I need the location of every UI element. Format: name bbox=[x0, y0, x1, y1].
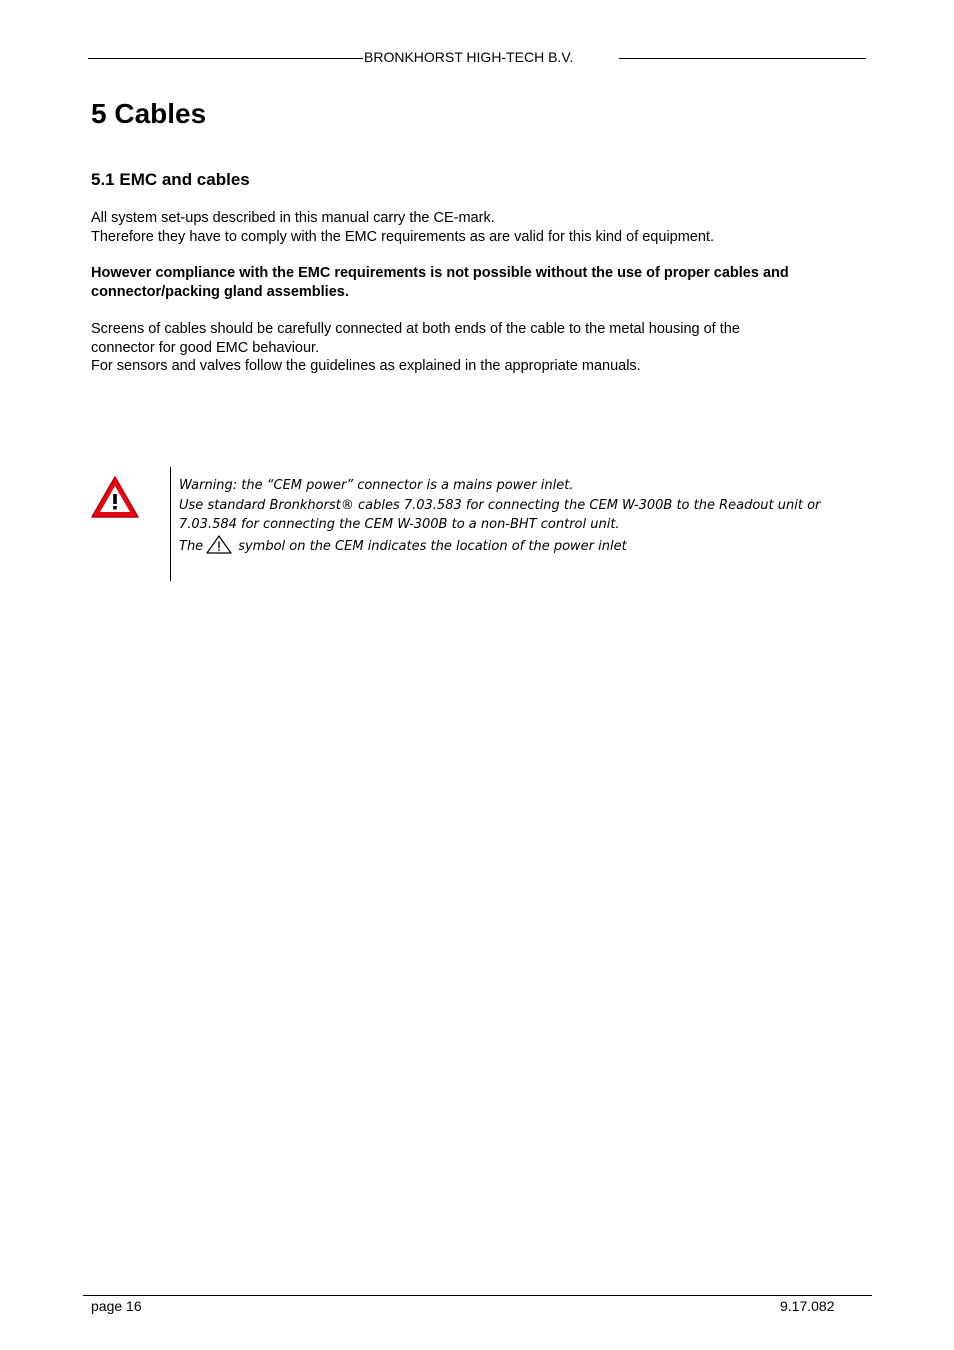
warning-text bbox=[179, 476, 859, 556]
warning-line: 7.03.584 for connecting the CEM W-300B to a non-BHT control unit. bbox=[179, 517, 620, 532]
warning-line: Use standard Bronkhorst® cables 7.03.583 for connecting the CEM W-300B to the Readout unit or bbox=[179, 497, 821, 513]
chapter-title: 5 Cables bbox=[91, 98, 207, 129]
footer-rule bbox=[83, 1295, 872, 1296]
header-company-name: BRONKHORST HIGH-TECH B.V. bbox=[364, 49, 574, 65]
warning-text-after-symbol: symbol on the CEM indicates the location of the power inlet bbox=[238, 538, 627, 554]
paragraph-ce-mark bbox=[91, 209, 871, 246]
text-line: connector/packing gland assemblies. bbox=[91, 283, 349, 300]
paragraph-screens bbox=[91, 320, 871, 376]
section-title: 5.1 EMC and cables bbox=[91, 170, 250, 189]
warning-text-before-symbol: The bbox=[179, 538, 204, 554]
warning-line-symbol bbox=[179, 535, 859, 557]
footer-document-number: 9.17.082 bbox=[780, 1298, 835, 1314]
text-line: Screens of cables should be carefully connected at both ends of the cable to the metal housing of the bbox=[91, 321, 740, 337]
warning-triangle-icon bbox=[90, 475, 140, 519]
footer-page-number: page 16 bbox=[91, 1298, 142, 1314]
text-line: All system set-ups described in this manual carry the CE-mark. bbox=[91, 210, 495, 226]
text-line: connector for good EMC behaviour. bbox=[91, 339, 320, 356]
warning-divider bbox=[170, 467, 171, 581]
paragraph-compliance-note bbox=[91, 264, 871, 301]
text-line: Therefore they have to comply with the EMC requirements as are valid for this kind of equipment. bbox=[91, 228, 714, 245]
text-line: However compliance with the EMC requirements is not possible without the use of proper cables and bbox=[91, 265, 789, 281]
header-rule-right bbox=[619, 58, 866, 59]
text-line: For sensors and valves follow the guidelines as explained in the appropriate manuals. bbox=[91, 358, 641, 374]
header-rule-left bbox=[88, 58, 363, 59]
warning-line: Warning: the “CEM power” connector is a mains power inlet. bbox=[179, 478, 574, 493]
caution-symbol-icon bbox=[206, 535, 232, 554]
